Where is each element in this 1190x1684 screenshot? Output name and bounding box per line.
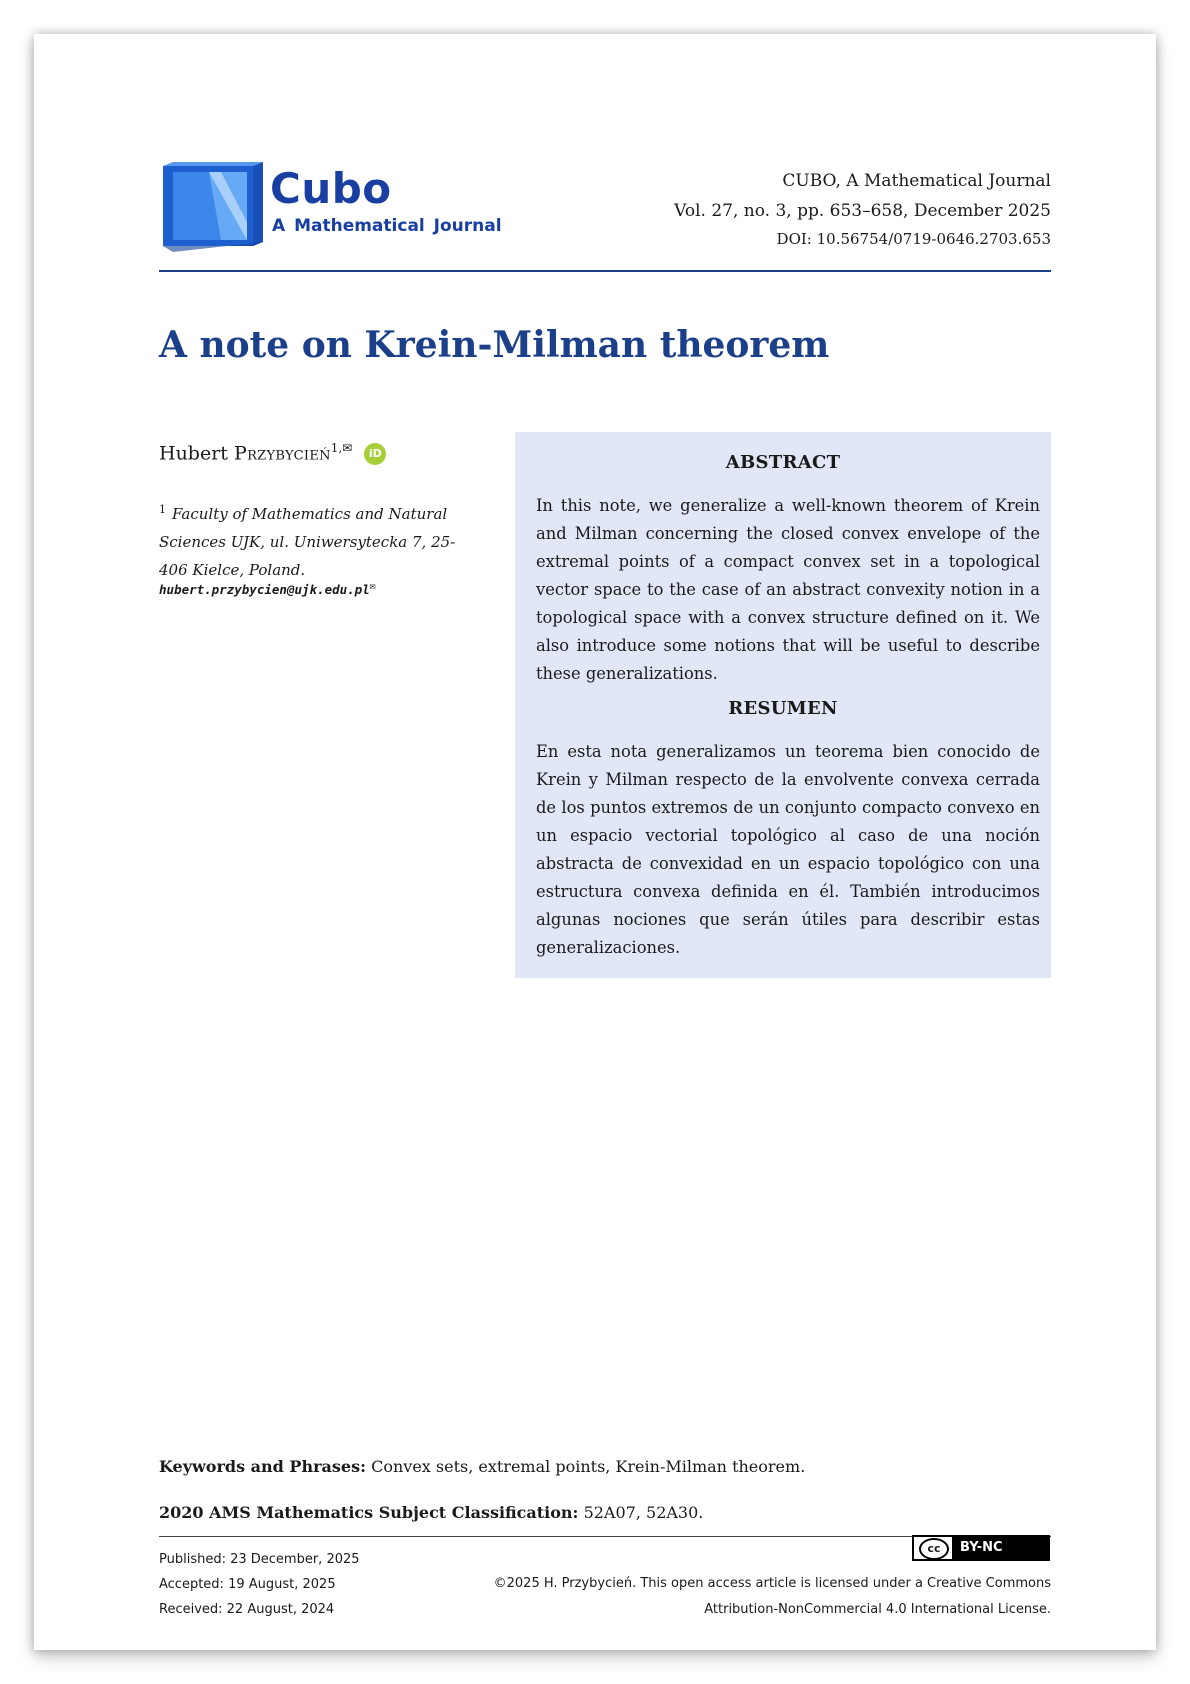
resumen-heading: RESUMEN bbox=[728, 698, 838, 719]
received-date: Received: 22 August, 2024 bbox=[159, 1602, 335, 1617]
cc-badge-type: BY-NC bbox=[952, 1537, 1048, 1559]
abstract-text: In this note, we generalize a well-known theorem of Krein and Milman concerning the closed convex envelope of the extremal points of a compact convex set in a topological vector space to the case of an abstract convexity notion in a topological space with a convex structure defined on it. We also introduce some notions that will be useful to describe these generalizations. bbox=[536, 496, 1040, 683]
orcid-icon[interactable]: iD bbox=[364, 443, 386, 465]
author-email[interactable] bbox=[159, 581, 376, 597]
published-date: Published: 23 December, 2025 bbox=[159, 1552, 360, 1567]
author-line bbox=[159, 441, 386, 465]
paper-title: A note on Krein-Milman theorem bbox=[159, 324, 830, 366]
author-superscript: 1,✉ bbox=[330, 441, 353, 455]
ams-label: 2020 AMS Mathematics Subject Classification: bbox=[159, 1503, 579, 1522]
ams-text: 52A07, 52A30. bbox=[583, 1503, 704, 1522]
abstract-box bbox=[515, 432, 1051, 978]
author-name[interactable] bbox=[159, 442, 331, 464]
logo-subtitle: A Mathematical Journal bbox=[272, 216, 502, 236]
license-line-2[interactable]: Attribution-NonCommercial 4.0 International License. bbox=[704, 1602, 1051, 1617]
publication-dates bbox=[159, 1547, 360, 1622]
affiliation-superscript: 1 bbox=[159, 503, 166, 516]
keywords-text: Convex sets, extremal points, Krein-Milman theorem. bbox=[371, 1457, 806, 1476]
paper-page bbox=[34, 34, 1156, 1650]
email-icon: ✉ bbox=[369, 581, 376, 592]
cc-by-nc-badge-icon[interactable] bbox=[912, 1535, 1050, 1561]
license-line-1: ©2025 H. Przybycień. This open access article is licensed under a Creative Commons bbox=[493, 1576, 1051, 1591]
cc-logo-icon: cc bbox=[919, 1538, 949, 1560]
author-last-name: Przybycień bbox=[233, 442, 331, 465]
volume-info: Vol. 27, no. 3, pp. 653–658, December 2025 bbox=[674, 201, 1051, 221]
affiliation-text: Faculty of Mathematics and Natural Sciences UJK, ul. Uniwersytecka 7, 25-406 Kielce, Poland. bbox=[159, 505, 456, 579]
accepted-date: Accepted: 19 August, 2025 bbox=[159, 1577, 336, 1592]
author-first-name: Hubert bbox=[159, 442, 228, 465]
keywords-label: Keywords and Phrases: bbox=[159, 1457, 366, 1476]
affiliation bbox=[159, 496, 479, 584]
ams-classification bbox=[159, 1503, 703, 1522]
resumen-text: En esta nota generalizamos un teorema bien conocido de Krein y Milman respecto de la envolvente convexa cerrada de los puntos extremos de un conjunto compacto convexo en un espacio vectorial topológico al caso de una noción abstracta de convexidad en un espacio topológico con una estructura convexa definida en él. También introducimos algunas nociones que serán útiles para describir estas generalizaciones. bbox=[536, 742, 1040, 957]
logo-wordmark: Cubo bbox=[270, 164, 392, 213]
keywords bbox=[159, 1457, 805, 1476]
journal-info bbox=[674, 166, 1051, 252]
abstract-heading: ABSTRACT bbox=[725, 452, 841, 473]
doi-link[interactable]: DOI: 10.56754/0719-0646.2703.653 bbox=[776, 230, 1051, 248]
cc-badge-left bbox=[914, 1537, 952, 1559]
email-text: hubert.przybycien@ujk.edu.pl bbox=[159, 582, 370, 598]
header-divider bbox=[159, 270, 1051, 272]
journal-name: CUBO, A Mathematical Journal bbox=[782, 171, 1051, 191]
license-text bbox=[494, 1571, 1051, 1623]
